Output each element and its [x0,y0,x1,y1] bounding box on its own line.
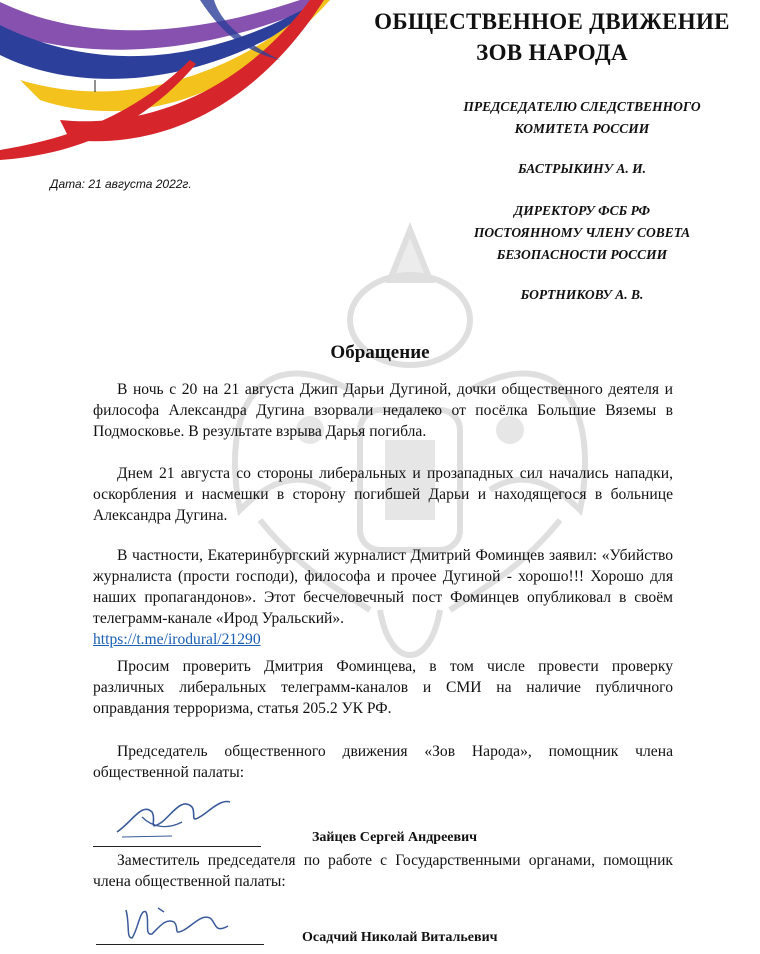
signer2-role-text: Заместитель председателя по работе с Государственными органами, помощник члена общественной палаты: [93,852,673,890]
addressee2-line3: БЕЗОПАСНОСТИ РОССИИ [496,247,668,262]
paragraph-3-text: В частности, Екатеринбургский журналист Дмитрий Фоминцев заявил: «Убийство журналиста (прости господи), философа и прочее Дугиной - хорошо!!! Хорошо для наших пропагандонов». Этот бесчеловечный пост Фоминцев опубликовал в своём телеграмм-канале «Ирод Уральский». [93,547,673,627]
signer1-name: Зайцев Сергей Андреевич [312,830,478,845]
signature-line-1 [93,846,261,847]
addressee1-line1: ПРЕДСЕДАТЕЛЮ СЛЕДСТВЕННОГО [463,99,701,114]
signature-2 [118,900,238,944]
signer1-role-text: Председатель общественного движения «Зов Народа», помощник члена общественной палаты: [93,743,673,781]
addressee2-line1: ДИРЕКТОРУ ФСБ РФ [514,203,650,218]
paragraph-1-text: В ночь с 20 на 21 августа Джип Дарьи Дугиной, дочки общественного деятеля и философа Александра Дугина взорвали недалеко от посёлка Большие Вяземы в Подмосковье. В результате взрыва Дарья погибла. [93,381,673,440]
paragraph-2 [93,463,673,526]
paragraph-3 [93,545,673,650]
org-title-line1: ОБЩЕСТВЕННОЕ ДВИЖЕНИЕ [374,9,730,34]
organization-title [372,6,732,68]
paragraph-4-text: Просим проверить Дмитрия Фоминцева, в том числе провести проверку различных либеральных телеграмм-каналов и СМИ на наличие публичного оправдания терроризма, статья 205.2 УК РФ. [93,658,673,717]
addressee-investigative-committee [432,96,732,180]
telegram-link[interactable]: https://t.me/irodural/21290 [93,631,261,648]
addressee-fsb [432,200,732,306]
addressee2-line2: ПОСТОЯННОМУ ЧЛЕНУ СОВЕТА [473,225,691,240]
addressee1-line2: КОМИТЕТА РОССИИ [514,121,650,136]
signer2-role [93,850,673,892]
signer2-name: Осадчий Николай Витальевич [302,930,498,945]
signer1-role [93,741,673,783]
paragraph-1 [93,379,673,442]
paragraph-2-text: Днем 21 августа со стороны либеральных и прозападных сил начались нападки, оскорбления и насмешки в сторону погибшей Дарьи и находящегося в больнице Александра Дугина. [93,465,673,524]
ribbon-decoration [0,0,330,160]
document-heading: Обращение [330,342,430,363]
paragraph-4 [93,656,673,719]
signature-line-2 [96,944,264,945]
addressee1-name: БАСТРЫКИНУ А. И. [517,161,647,176]
signature-1 [112,792,232,842]
document-date: Дата: 21 августа 2022г. [50,177,192,191]
org-title-line2: ЗОВ НАРОДА [476,40,628,65]
addressee2-name: БОРТНИКОВУ А. В. [520,287,644,302]
